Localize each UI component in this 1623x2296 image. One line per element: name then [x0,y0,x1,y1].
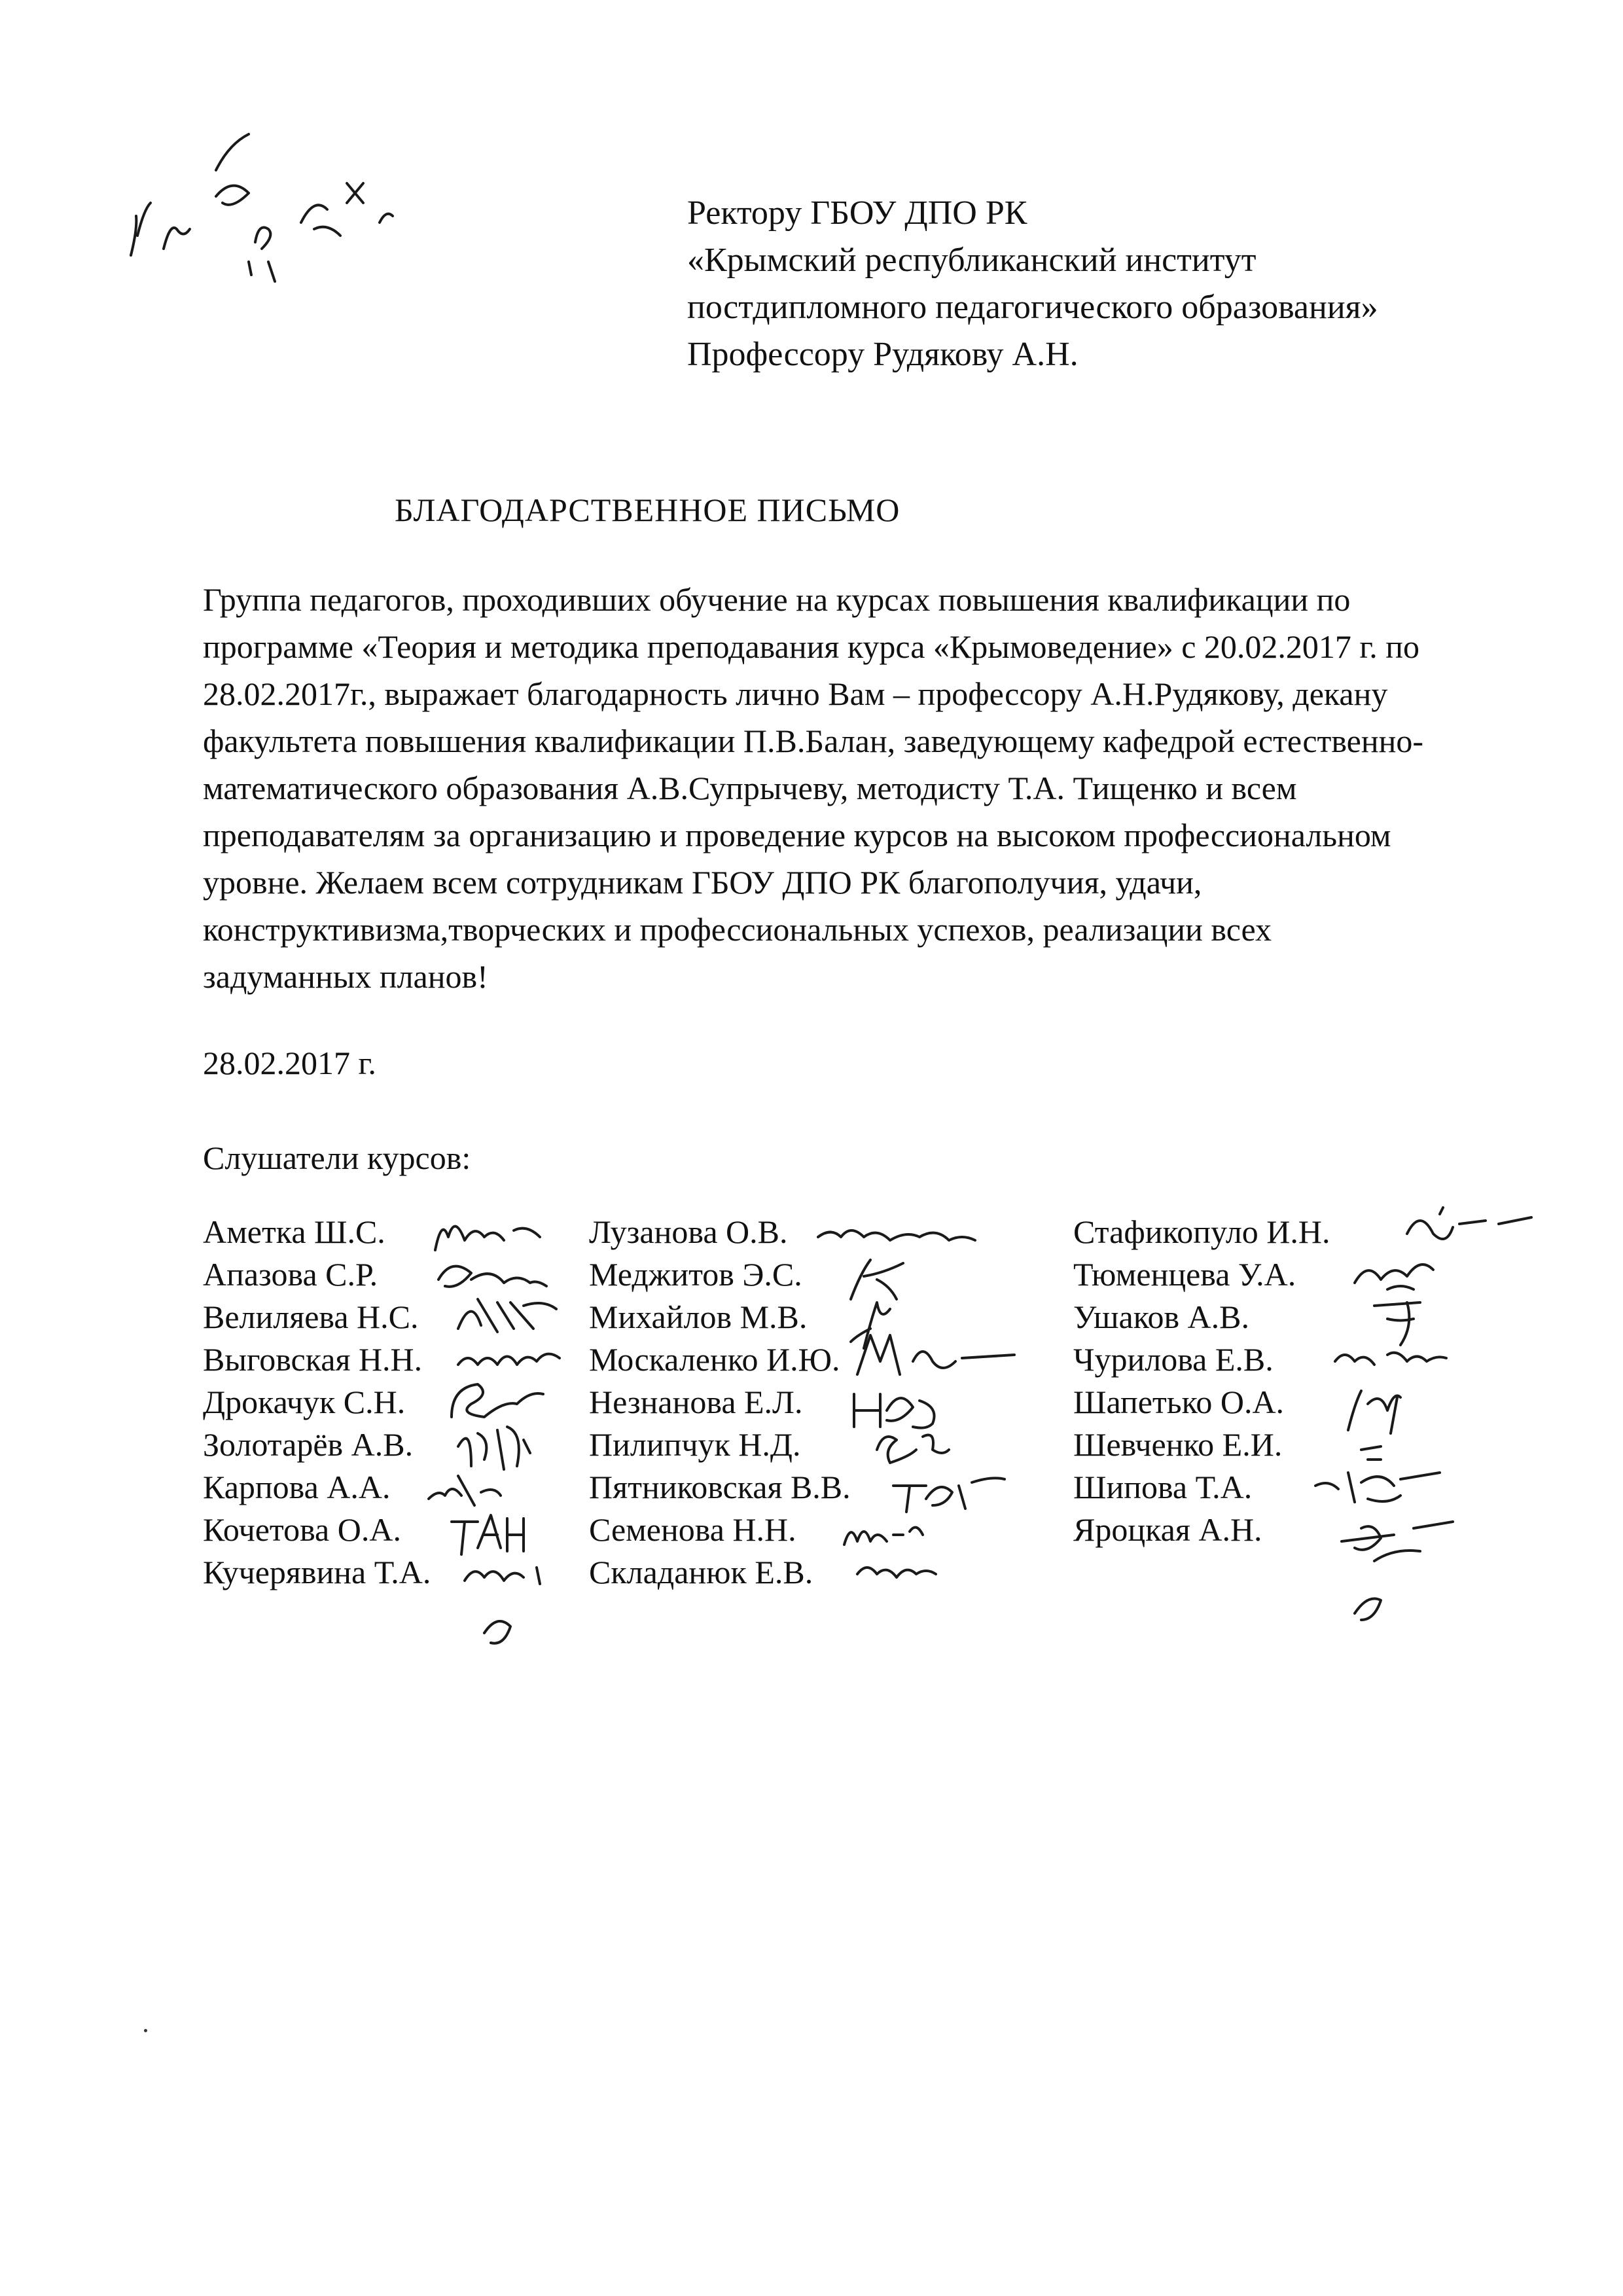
handwritten-signature [1329,1335,1459,1388]
signatory-name: Чурилова Е.В. [1073,1341,1274,1378]
signatory-name: Кучерявина Т.А. [203,1554,431,1590]
signatory-name: Незнанова Е.Л. [589,1384,803,1420]
signatory-name: Пятниковская В.В. [589,1469,851,1505]
handwritten-signature [422,1469,540,1515]
handwritten-signature [1348,1250,1479,1302]
listeners-heading: Слушатели курсов: [203,1139,471,1176]
handwritten-signature [1315,1502,1472,1633]
handwritten-signature [445,1378,563,1424]
signatory-name: Яроцкая А.Н. [1073,1511,1262,1548]
handwritten-signature [452,1420,569,1473]
signatories-column-3 [1073,1211,1330,1551]
addressee-line: постдипломного педагогического образования» [687,289,1378,326]
signatory-name: Лузанова О.В. [589,1213,788,1250]
signatory-name: Семенова Н.Н. [589,1511,796,1548]
addressee-line: Ректору ГБОУ ДПО РК [687,194,1027,232]
signatory-name: Москаленко И.Ю. [589,1341,840,1378]
handwritten-signature [851,1548,969,1594]
signatory-name: Стафикопуло И.Н. [1073,1213,1330,1250]
handwritten-signature [851,1329,1021,1388]
handwritten-signature [1394,1201,1538,1253]
letter-date: 28.02.2017 г. [203,1045,376,1081]
scan-speck [144,2029,147,2032]
handwritten-signature [838,1509,955,1554]
signatory-name: Шапетько О.А. [1073,1384,1285,1420]
addressee-line: Профессору Рудякову А.Н. [687,336,1079,373]
signatory-name: Апазова С.Р. [203,1256,378,1293]
addressee-block [687,190,1378,378]
signatory-name: Дрокачук С.Н. [203,1384,406,1420]
handwritten-signature [887,1466,1018,1518]
handwritten-signature [1348,1293,1466,1352]
signatory-name: Золотарёв А.В. [203,1426,414,1463]
letter-title: БЛАГОДАРСТВЕННОЕ ПИСЬМО [395,492,901,528]
signatory-name: Аметка Ш.С. [203,1213,385,1250]
handwritten-signature [847,1381,965,1433]
signatory-name: Кочетова О.А. [203,1511,401,1548]
handwritten-signature [452,1293,569,1338]
signatory-name: Пилипчук Н.Д. [589,1426,801,1463]
handwritten-signature [458,1554,576,1653]
signatory-name: Шипова Т.А. [1073,1469,1253,1505]
signatory-name: Тюменцева У.А. [1073,1256,1296,1293]
signatory-name: Михайлов М.В. [589,1299,808,1335]
signatory-name: Меджитов Э.С. [589,1256,802,1293]
handwritten-signature [432,1253,550,1299]
handwritten-signature [429,1211,546,1257]
resolution-handwriting [118,131,445,327]
handwritten-signature [452,1338,569,1384]
signatory-name: Складанюк Е.В. [589,1554,813,1590]
handwritten-signature [1335,1378,1453,1437]
signatories-column-1 [203,1211,431,1594]
signatory-name: Ушаков А.В. [1073,1299,1250,1335]
handwritten-signature [445,1509,563,1561]
addressee-line: «Крымский республиканский институт [687,242,1257,279]
letter-body: Группа педагогов, проходивших обучение на курсах повышения квалификации по программе «Теория и методика преподавания курса «Крымоведение» с 20.02.2017 г. по 28.02.2017г., выражает благодарность лично Вам – профессору А.Н.Рудякову, декану факультета повышения квалификации П.В.Балан, заведующему кафедрой естественно-математического образования А.В.Супрычеву, методисту Т.А. Тищенко и всем преподавателям за организацию и проведение курсов на высоком профессиональном уровне. Желаем всем сотрудникам ГБОУ ДПО РК благополучия, удачи, конструктивизма,творческих и профессиональных успехов, реализации всех задуманных планов! [203,581,1424,995]
signatory-name: Велиляева Н.С. [203,1299,419,1335]
signatory-name: Карпова А.А. [203,1469,391,1505]
signatory-name: Шевченко Е.И. [1073,1426,1283,1463]
handwritten-signature [1342,1430,1459,1476]
signatories-column-2 [589,1211,851,1594]
signatory-name: Выговская Н.Н. [203,1341,423,1378]
handwritten-signature [1309,1460,1466,1512]
handwritten-signature [870,1424,988,1476]
